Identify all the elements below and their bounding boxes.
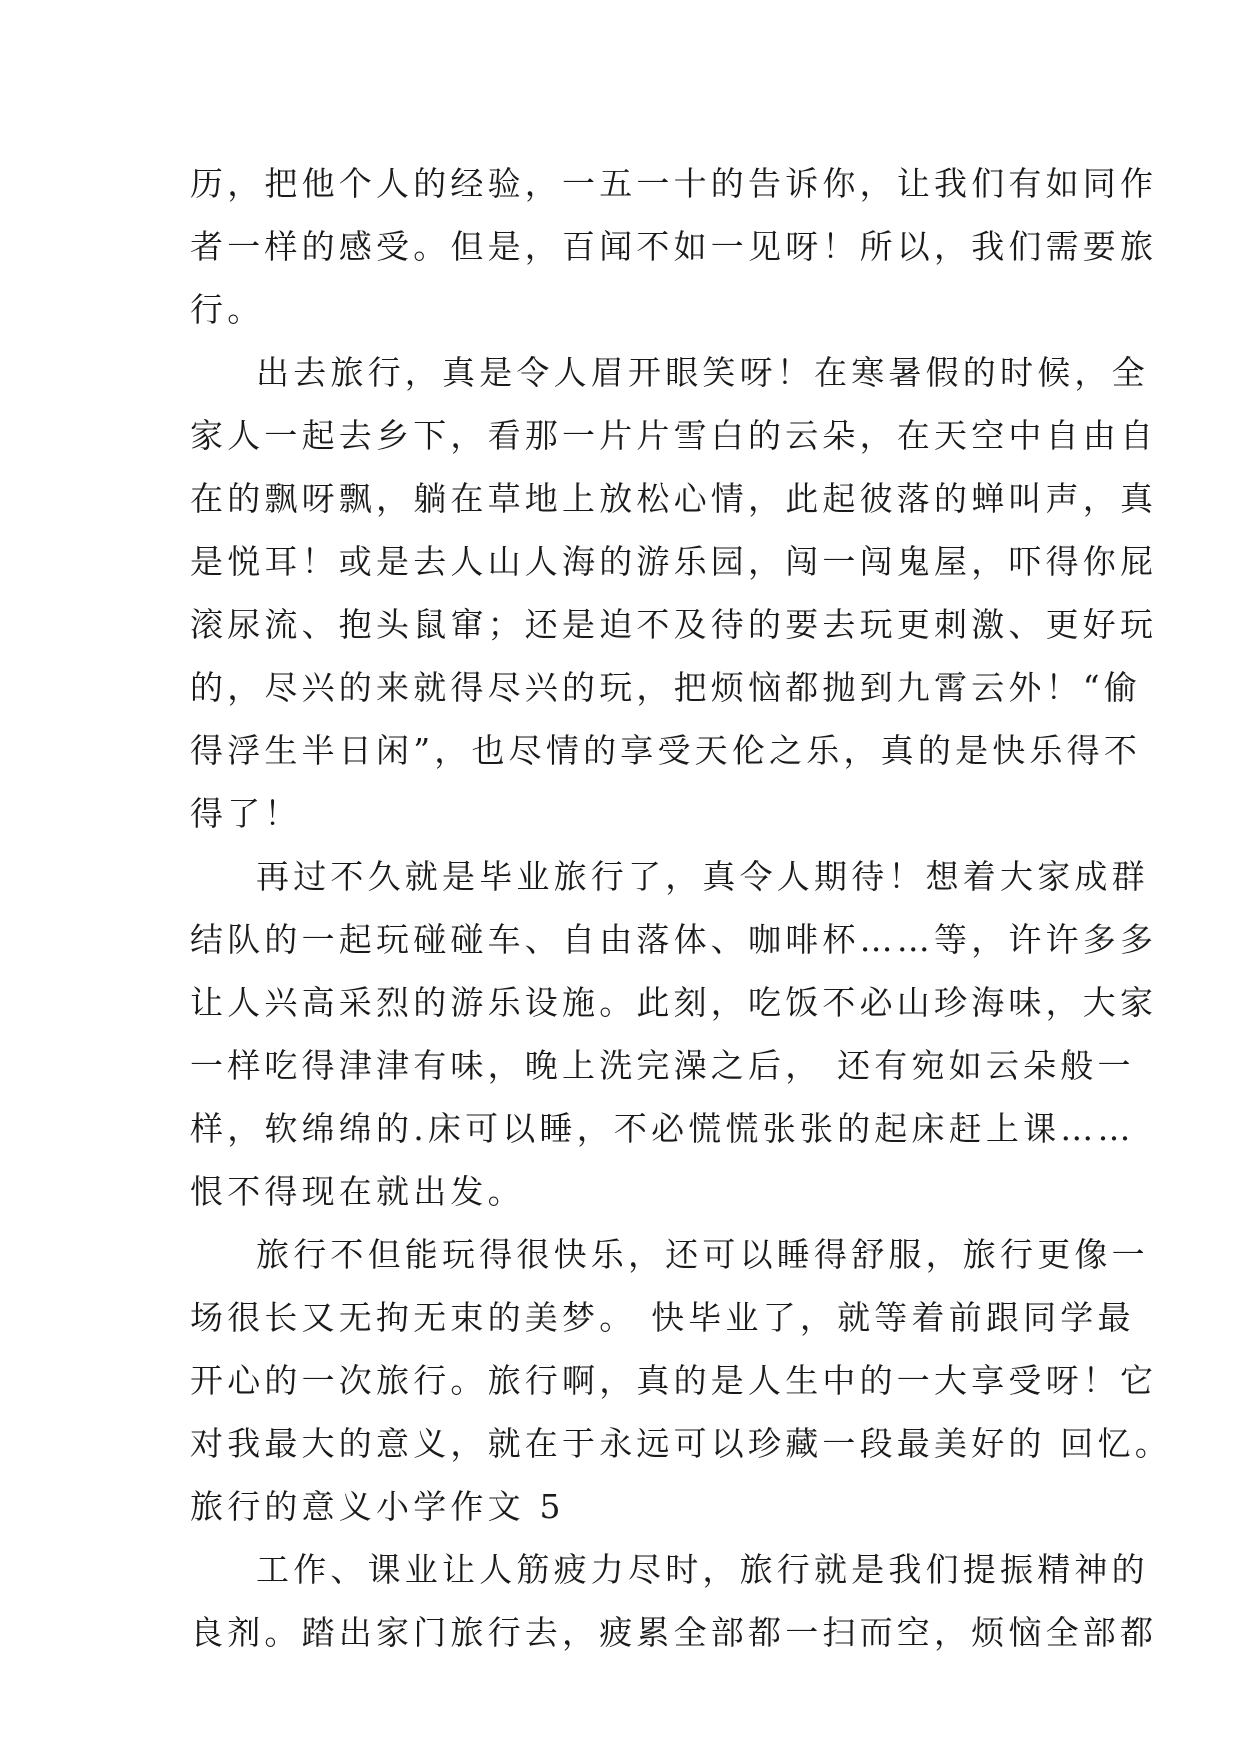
text-line: 结队的一起玩碰碰车、自由落体、咖啡杯……等，许许多多: [190, 920, 1158, 959]
section-heading: 旅行的意义小学作文 5: [190, 1487, 565, 1526]
text-line: 历，把他个人的经验，一五一十的告诉你，让我们有如同作: [190, 164, 1158, 203]
text-line: 恨不得现在就出发。: [190, 1172, 525, 1211]
text-line: 者一样的感受。但是，百闻不如一见呀！所以，我们需要旅: [190, 227, 1158, 266]
text-line: 场很长又无拘无束的美梦。 快毕业了，就等着前跟同学最: [190, 1298, 1135, 1337]
text-line: 是悦耳！或是去人山人海的游乐园，闯一闯鬼屋，吓得你屁: [190, 542, 1158, 581]
paragraph-first-line: 旅行不但能玩得很快乐，还可以睡得舒服，旅行更像一: [256, 1235, 1149, 1274]
text-line: 滚尿流、抱头鼠窜；还是迫不及待的要去玩更刺激、更好玩: [190, 605, 1158, 644]
text-line: 开心的一次旅行。旅行啊，真的是人生中的一大享受呀！它: [190, 1361, 1158, 1400]
text-line: 对我最大的意义，就在于永远可以珍藏一段最美好的 回忆。: [190, 1424, 1172, 1463]
text-line: 得浮生半日闲”，也尽情的享受天伦之乐，真的是快乐得不: [190, 731, 1142, 770]
text-line: 在的飘呀飘，躺在草地上放松心情，此起彼落的蝉叫声，真: [190, 479, 1158, 518]
paragraph-first-line: 再过不久就是毕业旅行了，真令人期待！想着大家成群: [256, 857, 1149, 896]
paragraph-first-line: 工作、课业让人筋疲力尽时，旅行就是我们提振精神的: [256, 1550, 1149, 1589]
text-line: 行。: [190, 290, 265, 329]
text-line: 样，软绵绵的.床可以睡，不必慌慌张张的起床赶上课……: [190, 1109, 1135, 1148]
text-line: 家人一起去乡下，看那一片片雪白的云朵，在天空中自由自: [190, 416, 1158, 455]
text-line: 得了！: [190, 794, 302, 833]
text-line: 让人兴高采烈的游乐设施。此刻，吃饭不必山珍海味，大家: [190, 983, 1158, 1022]
text-line: 的，尽兴的来就得尽兴的玩，把烦恼都抛到九霄云外！“偷: [190, 668, 1142, 707]
paragraph-first-line: 出去旅行，真是令人眉开眼笑呀！在寒暑假的时候，全: [256, 353, 1149, 392]
text-line: 良剂。踏出家门旅行去，疲累全部都一扫而空，烦恼全部都: [190, 1613, 1158, 1652]
text-line: 一样吃得津津有味，晚上洗完澡之后， 还有宛如云朵般一: [190, 1046, 1135, 1085]
